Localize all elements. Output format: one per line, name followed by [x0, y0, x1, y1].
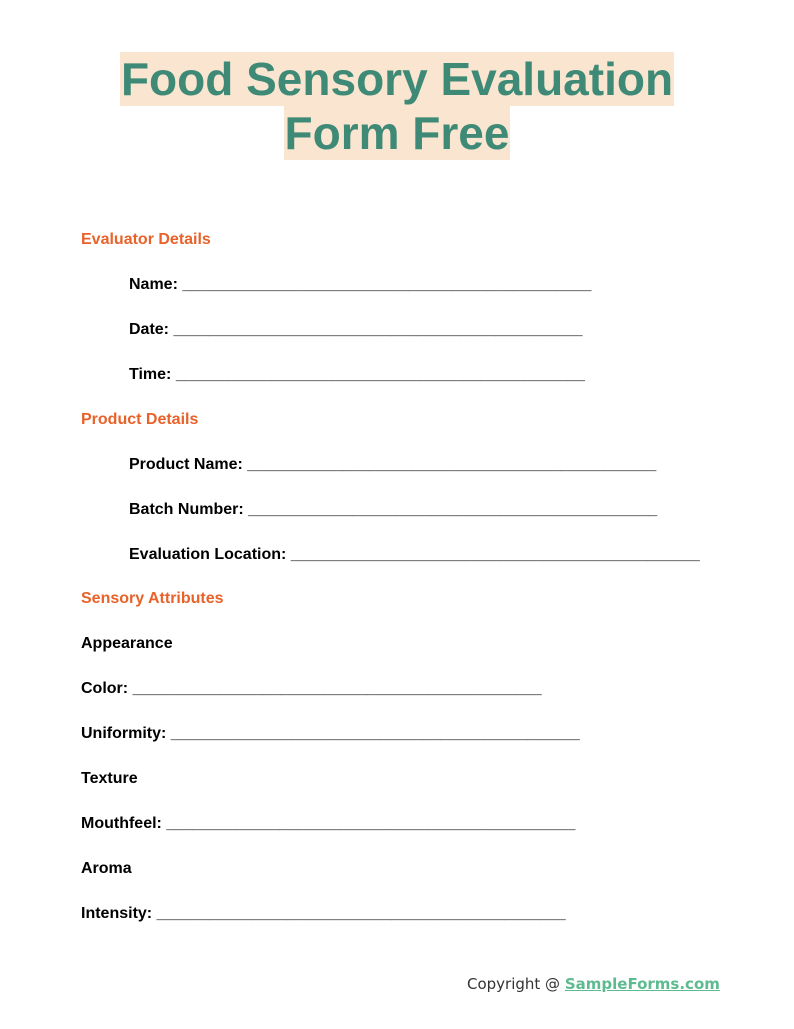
appearance-subheading: Appearance	[81, 635, 173, 652]
uniformity-label: Uniformity:	[81, 725, 167, 742]
evaluation-location-label: Evaluation Location:	[129, 546, 287, 563]
section-heading-evaluator: Evaluator Details	[81, 231, 211, 248]
intensity-label: Intensity:	[81, 905, 153, 922]
time-label: Time:	[129, 366, 172, 383]
copyright-footer	[467, 975, 720, 993]
date-input-line[interactable]: _______________________________________________	[173, 321, 583, 338]
name-input-line[interactable]: _______________________________________________	[182, 276, 592, 293]
copyright-text: Copyright @	[467, 975, 565, 993]
name-field[interactable]	[129, 276, 591, 294]
aroma-subheading: Aroma	[81, 860, 132, 877]
section-heading-sensory: Sensory Attributes	[81, 590, 224, 607]
texture-subheading: Texture	[81, 770, 138, 787]
sampleforms-link[interactable]: SampleForms.com	[564, 975, 720, 993]
mouthfeel-label: Mouthfeel:	[81, 815, 162, 832]
product-name-label: Product Name:	[129, 456, 243, 473]
product-name-field[interactable]	[129, 456, 656, 474]
uniformity-field[interactable]	[81, 725, 580, 743]
intensity-input-line[interactable]: _______________________________________________	[156, 905, 566, 922]
intensity-field[interactable]	[81, 905, 565, 923]
time-field[interactable]	[129, 366, 585, 384]
title-line-2: Form Free	[284, 107, 510, 159]
color-label: Color:	[81, 680, 129, 697]
title-line-1: Food Sensory Evaluation	[120, 53, 674, 105]
mouthfeel-field[interactable]	[81, 815, 575, 833]
evaluation-location-input-line[interactable]: _______________________________________________	[290, 546, 700, 563]
mouthfeel-input-line[interactable]: _______________________________________________	[166, 815, 576, 832]
batch-number-field[interactable]	[129, 501, 657, 519]
section-heading-product: Product Details	[81, 411, 199, 428]
name-label: Name:	[129, 276, 178, 293]
page-title	[0, 52, 794, 160]
color-input-line[interactable]: _______________________________________________	[132, 680, 542, 697]
date-field[interactable]	[129, 321, 582, 339]
uniformity-input-line[interactable]: _______________________________________________	[170, 725, 580, 742]
time-input-line[interactable]: _______________________________________________	[175, 366, 585, 383]
product-name-input-line[interactable]: _______________________________________________	[247, 456, 657, 473]
batch-number-input-line[interactable]: _______________________________________________	[248, 501, 657, 518]
color-field[interactable]	[81, 680, 541, 698]
evaluation-location-field[interactable]	[129, 546, 700, 564]
date-label: Date:	[129, 321, 170, 338]
batch-number-label: Batch Number:	[129, 501, 244, 518]
